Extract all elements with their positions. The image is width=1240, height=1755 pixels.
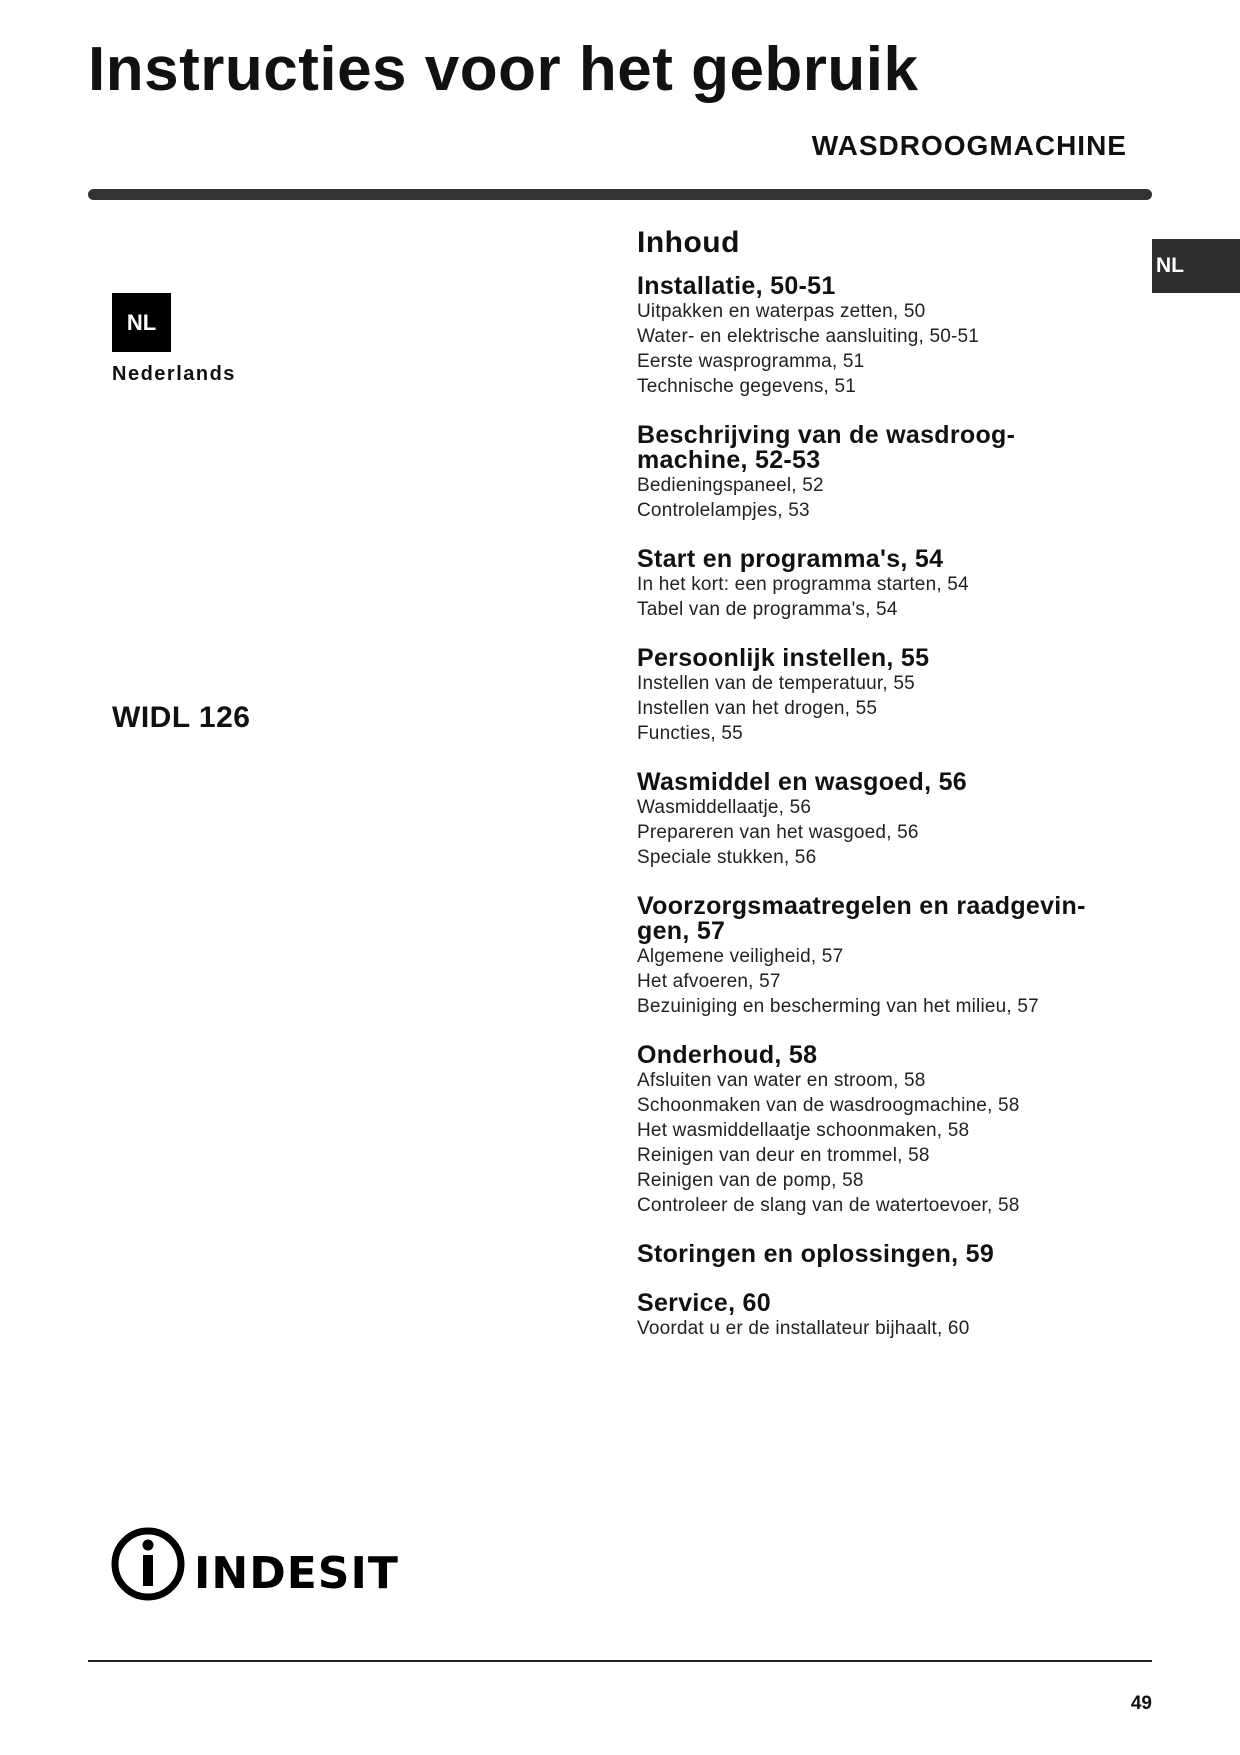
toc-section (637, 894, 1137, 1019)
indesit-logo-icon (110, 1524, 410, 1604)
toc-item: Speciale stukken, 56 (637, 847, 817, 868)
toc-section-heading: Beschrijving van de wasdroog- (637, 421, 1016, 449)
toc-section-heading: Installatie, 50-51 (637, 272, 836, 300)
toc-item: Het afvoeren, 57 (637, 971, 781, 992)
toc-item: Tabel van de programma's, 54 (637, 599, 898, 620)
toc-section (637, 646, 1137, 746)
toc-item: Water- en elektrische aansluiting, 50-51 (637, 326, 980, 347)
table-of-contents (637, 226, 1137, 1365)
toc-section (637, 1242, 1137, 1267)
toc-section-heading: Voorzorgsmaatregelen en raadgevin- (637, 892, 1086, 920)
toc-section (637, 1291, 1137, 1341)
toc-item: Reinigen van de pomp, 58 (637, 1170, 864, 1191)
toc-item: Bezuiniging en bescherming van het milieu, 57 (637, 996, 1039, 1017)
toc-item: Functies, 55 (637, 723, 743, 744)
toc-item: Eerste wasprogramma, 51 (637, 351, 865, 372)
toc-section (637, 1043, 1137, 1218)
toc-section-heading: Storingen en oplossingen, 59 (637, 1240, 995, 1268)
language-code-badge: NL (112, 293, 171, 352)
toc-item: Het wasmiddellaatje schoonmaken, 58 (637, 1120, 970, 1141)
toc-section (637, 547, 1137, 622)
footer-divider (88, 1660, 1152, 1662)
toc-title: Inhoud (637, 226, 740, 259)
toc-section-heading-continued: gen, 57 (637, 917, 726, 945)
toc-item: Instellen van de temperatuur, 55 (637, 673, 915, 694)
logo-text: INDESIT (194, 1548, 399, 1599)
toc-item: Voordat u er de installateur bijhaalt, 60 (637, 1318, 970, 1339)
toc-item: Technische gegevens, 51 (637, 376, 857, 397)
header-divider (88, 189, 1152, 200)
toc-section (637, 423, 1137, 523)
page-title: Instructies voor het gebruik (88, 35, 919, 104)
toc-item: Reinigen van deur en trommel, 58 (637, 1145, 930, 1166)
toc-section-heading: Service, 60 (637, 1289, 771, 1317)
toc-item: Schoonmaken van de wasdroogmachine, 58 (637, 1095, 1020, 1116)
toc-item: Controleer de slang van de watertoevoer, 58 (637, 1195, 1020, 1216)
toc-section-heading: Start en programma's, 54 (637, 545, 944, 573)
toc-sections (637, 274, 1137, 1341)
toc-section (637, 770, 1137, 870)
toc-section-heading-continued: machine, 52-53 (637, 446, 821, 474)
toc-item: Instellen van het drogen, 55 (637, 698, 878, 719)
toc-item: Controlelampjes, 53 (637, 500, 810, 521)
toc-item: Prepareren van het wasgoed, 56 (637, 822, 919, 843)
toc-item: Wasmiddellaatje, 56 (637, 797, 812, 818)
language-name: Nederlands (112, 363, 236, 385)
product-type: WASDROOGMACHINE (811, 130, 1127, 161)
toc-item: In het kort: een programma starten, 54 (637, 574, 969, 595)
toc-item: Afsluiten van water en stroom, 58 (637, 1070, 926, 1091)
model-number: WIDL 126 (112, 701, 251, 734)
toc-section-heading: Wasmiddel en wasgoed, 56 (637, 768, 967, 796)
page-number: 49 (1130, 1693, 1152, 1714)
toc-item: Bedieningspaneel, 52 (637, 475, 824, 496)
toc-section-heading: Onderhoud, 58 (637, 1041, 818, 1069)
toc-item: Algemene veiligheid, 57 (637, 946, 844, 967)
toc-item: Uitpakken en waterpas zetten, 50 (637, 301, 926, 322)
toc-section (637, 274, 1137, 399)
language-side-tab: NL (1152, 239, 1240, 293)
toc-section-heading: Persoonlijk instellen, 55 (637, 644, 930, 672)
